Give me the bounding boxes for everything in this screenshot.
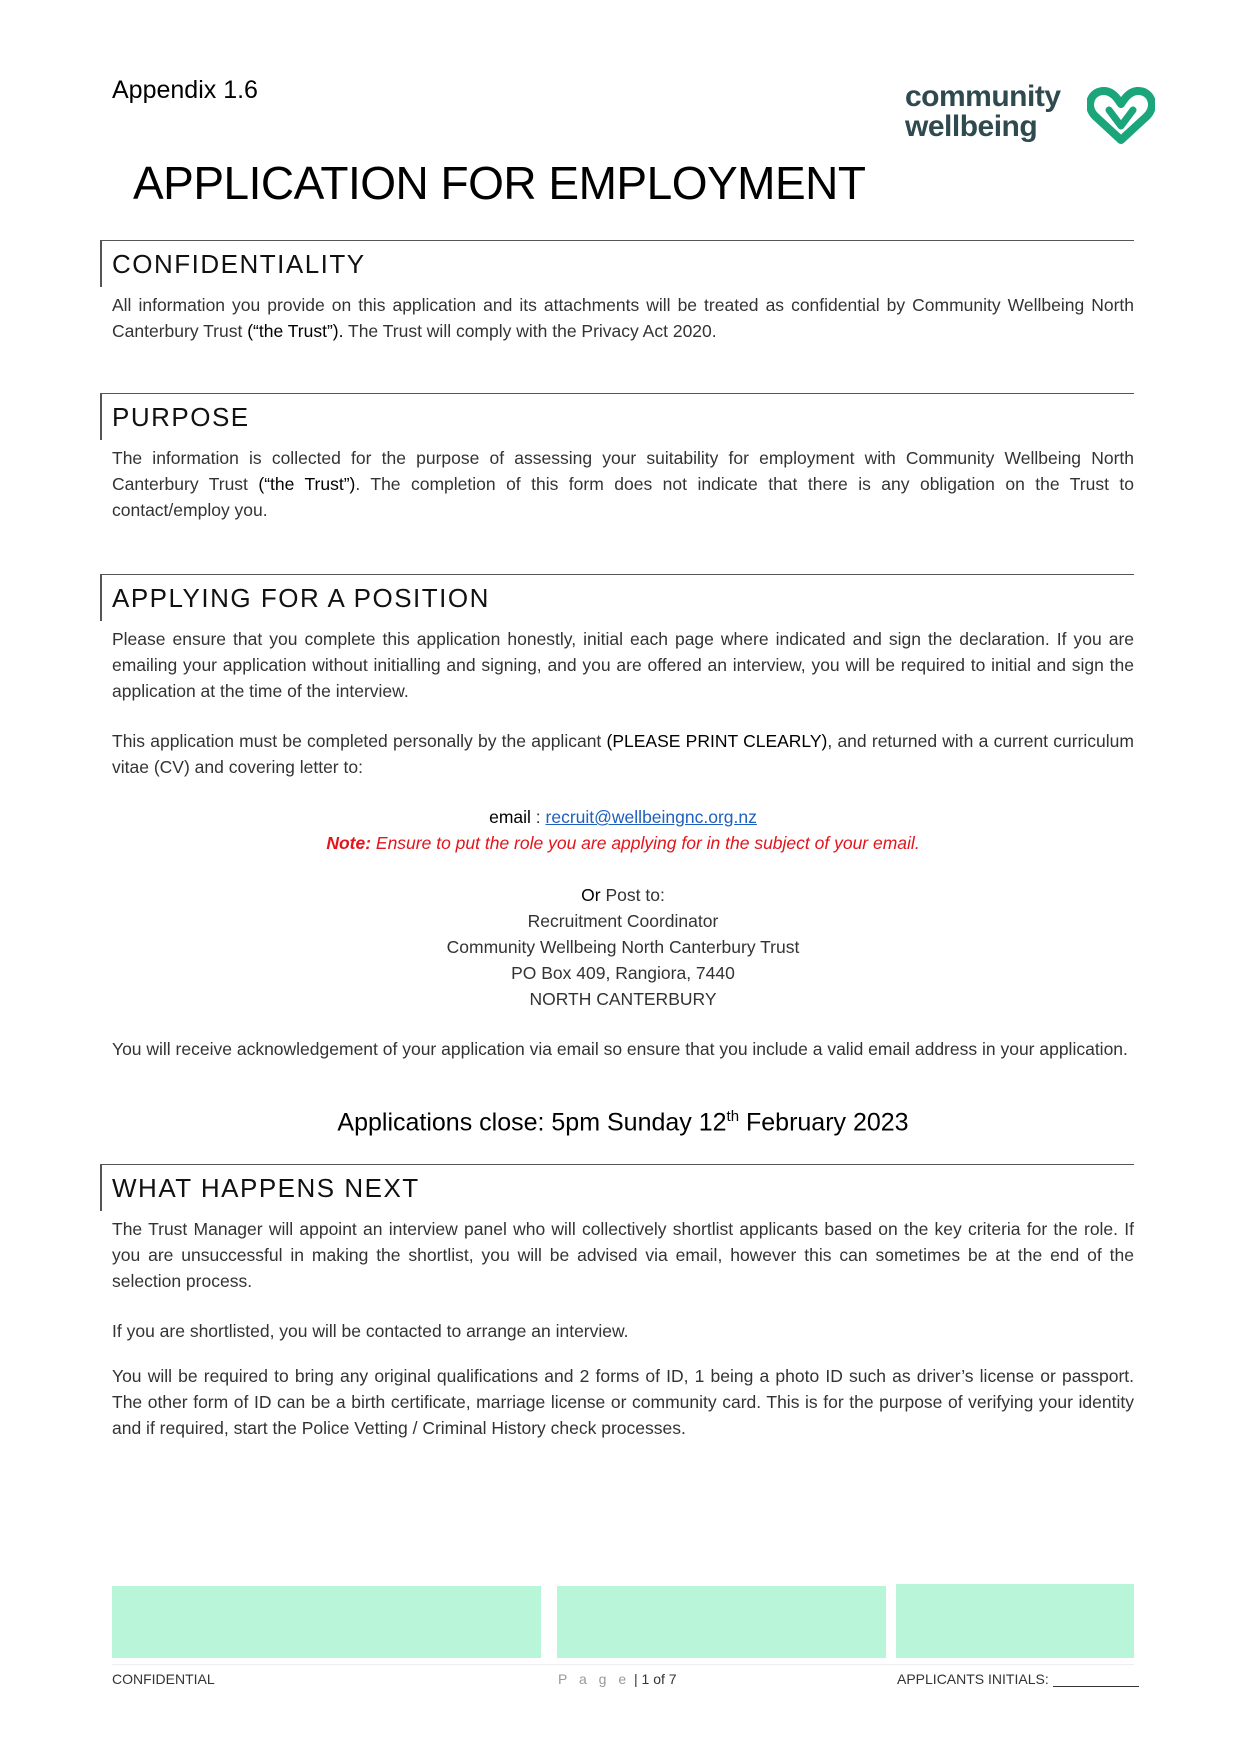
next-paragraph-1: The Trust Manager will appoint an interview panel who will collectively shortlist applicants based on the key criteria for the role. If you are unsuccessful in making the shortlist, you will be advised via email, however this can sometimes be at the end of the selection process.: [112, 1219, 1134, 1291]
page-title: APPLICATION FOR EMPLOYMENT: [133, 157, 866, 209]
email-note: Note: Ensure to put the role you are applying for in the subject of your email.: [326, 833, 920, 853]
footer-box-middle: [557, 1586, 886, 1658]
section-what-happens-next: [100, 1164, 1134, 1203]
purpose-paragraph: The information is collected for the purpose of assessing your suitability for employment with Community Wellbeing North Canterbury Trust (“the Trust”). The completion of this form does not indicate that there is any obligation on the Trust to contact/employ you.: [112, 448, 1134, 520]
address-line-1: Recruitment Coordinator: [527, 911, 719, 931]
email-line: email : recruit@wellbeingnc.org.nz: [489, 807, 757, 827]
footer-divider: [112, 1664, 1134, 1665]
acknowledgement-paragraph: You will receive acknowledgement of your application via email so ensure that you include a valid email address in your application.: [112, 1039, 1128, 1059]
footer-confidential: CONFIDENTIAL: [112, 1671, 215, 1687]
footer-box-left: [112, 1586, 541, 1658]
address-line-4: NORTH CANTERBURY: [529, 989, 717, 1009]
section-purpose: [100, 393, 1134, 432]
applying-paragraph-2: This application must be completed personally by the applicant (PLEASE PRINT CLEARLY), and returned with a current curriculum vitae (CV) and covering letter to:: [112, 731, 1134, 777]
post-to-line: Or Post to:: [581, 885, 665, 905]
section-title: APPLYING FOR A POSITION: [112, 583, 490, 613]
email-link[interactable]: recruit@wellbeingnc.org.nz: [545, 807, 757, 827]
community-wellbeing-logo: [905, 82, 1155, 152]
logo-text: community wellbeing: [905, 80, 1061, 143]
section-applying: [100, 574, 1134, 613]
confidentiality-paragraph: All information you provide on this application and its attachments will be treated as confidential by Community Wellbeing North Canterbury Trust (“the Trust”). The Trust will comply with the Privacy Act 2020.: [112, 295, 1134, 341]
applicant-initials: APPLICANTS INITIALS:: [897, 1671, 1139, 1687]
address-line-2: Community Wellbeing North Canterbury Trust: [446, 937, 800, 957]
applying-paragraph-1: Please ensure that you complete this application honestly, initial each page where indicated and sign the declaration. If you are emailing your application without initialling and signing, and you are offered an interview, you will be required to initial and sign the application at the time of the interview.: [112, 629, 1134, 701]
appendix-label: Appendix 1.6: [112, 76, 258, 104]
heart-icon: [1087, 86, 1155, 146]
section-title: WHAT HAPPENS NEXT: [112, 1173, 420, 1203]
next-paragraph-2: If you are shortlisted, you will be contacted to arrange an interview.: [112, 1321, 629, 1341]
applications-close: Applications close: 5pm Sunday 12th February 2023: [337, 1108, 909, 1137]
next-paragraph-3: You will be required to bring any original qualifications and 2 forms of ID, 1 being a photo ID such as driver’s license or passport. The other form of ID can be a birth certificate, marriage license or community card. This is for the purpose of verifying your identity and if required, start the Police Vetting / Criminal History check processes.: [112, 1366, 1134, 1438]
initials-field[interactable]: [1053, 1672, 1139, 1687]
page-number: P a g e | 1 of 7: [558, 1671, 677, 1687]
initials-box[interactable]: [896, 1584, 1134, 1658]
section-title: PURPOSE: [112, 402, 250, 432]
address-line-3: PO Box 409, Rangiora, 7440: [511, 963, 735, 983]
section-title: CONFIDENTIALITY: [112, 249, 366, 279]
section-confidentiality: [100, 240, 1134, 279]
